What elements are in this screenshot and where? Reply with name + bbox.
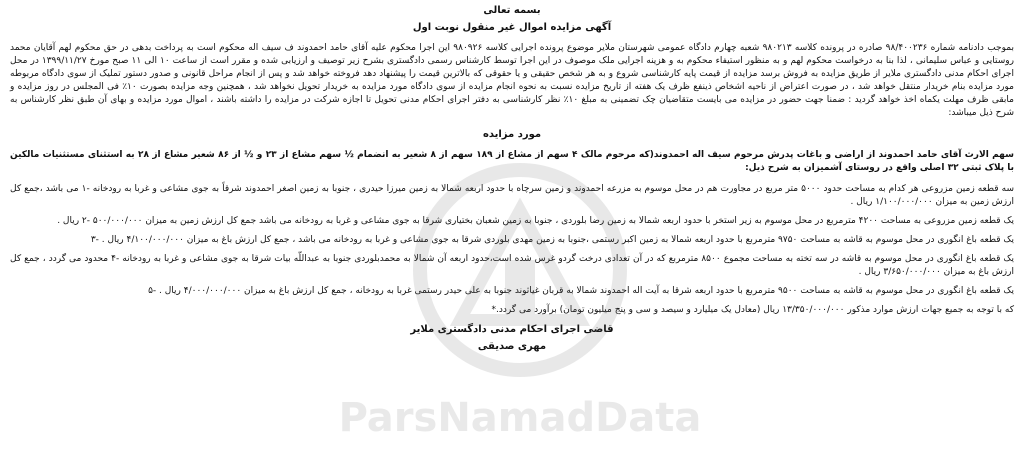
bismillah: بسمه تعالی xyxy=(483,5,541,16)
intro-paragraph: بموجب دادنامه شماره ۹۸/۴۰۰۲۳۶ صادره در پرونده کلاسه ۹۸۰۲۱۳ شعبه چهارم دادگاه عمومی شهرستان ملایر موضوع پرونده اجرایی کلاسه ۹۸۰۹۲۶ این اجرا محکوم علیه آقای حامد احمدوند ف سیف اله محکوم است به پرداخت بدهی در حق محکوم لهم آقایان محمد روستایی و عباس سلیمانی ، لذا بنا به درخواست محکوم لهم و به منظور استیفاء محکوم به و هزینه اجرایی ملک موصوف در این اجرا توسط کارشناس رسمی دادگستری بشرح زیر توصیف و ارزیابی شده و مقرر است از ساعت ۱۰ الی ۱۱ صبح مورخ ۱۳۹۹/۱۱/۲۷ در محل اجرای احکام مدنی دادگستری ملایر از طریق مزایده به فروش برسد مزایده از قیمت پایه کارشناسی شروع و به هر شخص حقیقی و یا حقوقی که بالاترین قیمت را پیشنهاد دهد فروخته خواهد شد و پس از انجام مراحل قانونی و صدور دستور تملیک از سوی دادگاه مربوطه مورد مزایده بنام خریدار منتقل خواهد شد ، در صورت اعتراض از ناحیه اشخاص ذینفع ظرف یک هفته از تاریخ مزایده نسبت به نحوه انجام مزایده از سوی دادگاه مورد مزایده به خریدار تحویل نخواهد شد ، همچنین وجه مزایده بصورت ۱۰٪ فی المجلس در روز مزایده و مابقی ظرف مهلت یکماه اخذ خواهد گردید : ضمنا جهت حضور در مزایده می بایست متقاضیان چک تضمینی به مبلغ ۱۰٪ نظر کارشناسی به دفتر اجرای احکام مدنی تحویل تا اجازه شرکت در مزایده را داشته باشند ، اموال مورد مزایده و بهای آن طبق نظر کارشناس به شرح ذیل میباشد: xyxy=(10,43,1014,118)
watermark-text: ParsNamadData xyxy=(338,395,702,441)
signature-role: قاضی اجرای احکام مدنی دادگستری ملایر xyxy=(410,324,614,335)
item-2: یک قطعه زمین مزروعی به مساحت ۴۲۰۰ مترمربع در محل موسوم به زیر استخر با حدود اربعه شمالا به زمین رضا بلوردی ، جنوبا به زمین شعبان بختیاری شرقا به جوی مشاعی و غربا به رودخانه می باشد جمع کل ارزش زمین به میزان ۵۰۰/۰۰۰/۰۰۰ -۲ ریال . xyxy=(57,216,1014,226)
item-1: سه قطعه زمین مزروعی هر کدام به مساحت حدود ۵۰۰۰ متر مربع در مجاورت هم در محل موسوم به مزرعه احمدوند و زمین سرچاه با حدود اربعه شمالا به زمین میرزا حیدری ، جنوبا به زمین اصغر احمدوند شرقاً به جوی مشاعی و غربا به رودخانه -۱ می باشد ،جمع کل ارزش زمین به میزان ۱/۱۰۰/۰۰۰/۰۰۰ ریال . xyxy=(10,184,1014,207)
signature-name: مهری صدیقی xyxy=(477,341,547,352)
section-title: مورد مزایده xyxy=(482,129,542,140)
notice-title: آگهی مزایده اموال غیر منقول نوبت اول xyxy=(412,22,612,33)
total-paragraph: که با توجه به جمیع جهات ارزش موارد مذکور ۱۳/۳۵۰/۰۰۰/۰۰۰ ریال (معادل یک میلیارد و سیصد و سی و پنج میلیون تومان) برآورد می گردد.* xyxy=(491,305,1014,315)
item-4: یک قطعه باغ انگوری در محل موسوم به قاشه در سه تخته به مساحت مجموع ۸۵۰۰ مترمربع که در آن تعدادی درخت گردو غرس شده است،حدود اربعه آن شمالا به محمدبلوردی جنوبا به عبداللّه بیات شرقا به جوی مشاعی و غربا به رودخانه -۴ محدود می گردد ، جمع کل ارزش باغ به میزان ۳/۶۵۰/۰۰۰/۰۰۰ ریال . xyxy=(10,254,1014,277)
notice-page xyxy=(6,4,1018,446)
item-5: یک قطعه باغ انگوری در محل موسوم به قاشه به مساحت ۹۵۰۰ مترمربع با حدود اربعه شرقا به آیت اله احمدوند شمالا به قربان غیاثوند جنوبا به علی حیدر رستمی غربا به رودخانه ، جمع کل ارزش باغ به میزان ۴/۰۰۰/۰۰۰/۰۰۰ ریال . -۵ xyxy=(148,286,1014,296)
item-3: یک قطعه باغ انگوری در محل موسوم به قاشه به مساحت ۹۷۵۰ مترمربع با حدود اربعه شمالا به زمین اکبر رستمی ،جنوبا به زمین مهدی بلوردی شرقا به جوی مشاعی و غربا به رودخانه می باشد ، جمع کل ارزش باغ به میزان ۴/۱۰۰/۰۰۰/۰۰۰ ریال . -۳ xyxy=(90,235,1014,245)
subject-paragraph: سهم الارث آقای حامد احمدوند از اراضی و باغات پدرش مرحوم سیف اله احمدوند(که مرحوم مالک ۴ سهم از مشاع از ۱۸۹ سهم از ۸ شعیر به انضمام ½ سهم مشاع از ۲۳ و ½ از ۸۶ شعیر مشاع از ۲۸ به استثنای مستثنیات مالکین با پلاک ثبتی ۳۲ اصلی واقع در روستای آشمیزان به شرح ذیل: xyxy=(10,150,1014,173)
